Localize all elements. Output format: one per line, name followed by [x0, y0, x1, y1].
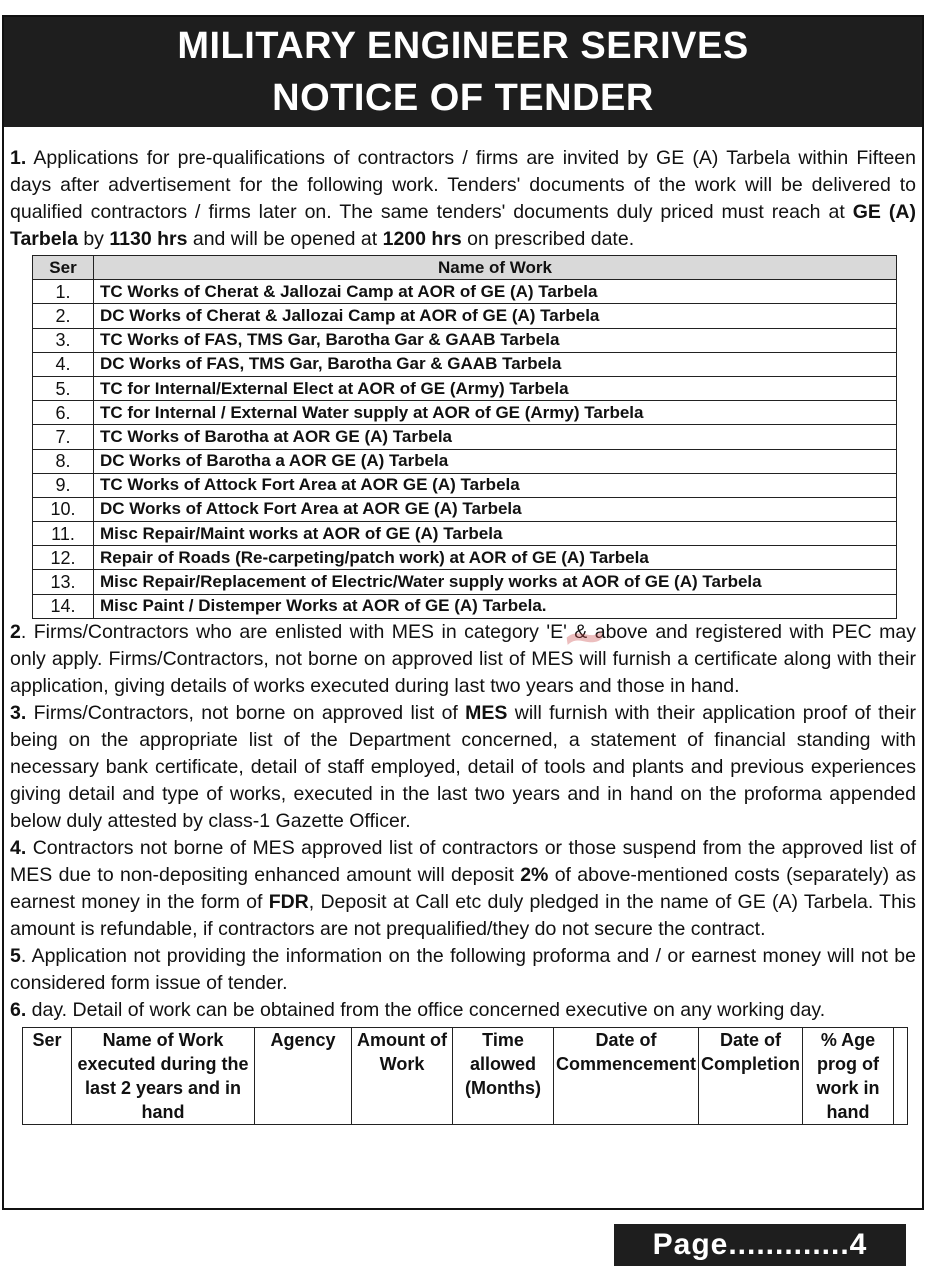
notice-title: NOTICE OF TENDER	[272, 77, 654, 119]
work-name-cell: TC Works of Cherat & Jallozai Camp at AOR of GE (A) Tarbela	[94, 280, 897, 304]
ser-cell: 5.	[33, 376, 94, 400]
proforma-table	[22, 1027, 908, 1125]
paragraph-bold: FDR	[268, 890, 309, 913]
proforma-amount-header: Amount of Work	[352, 1027, 453, 1124]
paragraph-text: . Firms/Contractors who are enlisted with MES in category 'E' & above and registered with PEC may only apply. Firms/Contractors, not borne on approved list of MES will furnish a certificate along with their application, giving details of works executed during last two years and those in hand.	[10, 620, 916, 697]
works-table-row	[33, 376, 897, 400]
paragraph-text: by	[77, 228, 110, 250]
ser-cell: 6.	[33, 401, 94, 425]
paragraph-bold: GE (A) Tarbela	[10, 201, 916, 250]
ser-cell: 2.	[33, 304, 94, 328]
watermark: ~	[558, 595, 611, 679]
proforma-time-header: Time allowed (Months)	[453, 1027, 554, 1124]
paragraph-text: Firms/Contractors, not borne on approved list of	[26, 701, 466, 724]
work-name-cell: DC Works of Cherat & Jallozai Camp at AOR of GE (A) Tarbela	[94, 304, 897, 328]
works-table-row	[33, 352, 897, 376]
paragraph-number: 4.	[10, 836, 27, 859]
tender-notice	[2, 15, 924, 1210]
page-number-label: Page.............4	[614, 1224, 906, 1266]
proforma-progress-header: % Age prog of work in hand	[803, 1027, 894, 1124]
paragraph-bold: MES	[465, 701, 508, 724]
work-name-cell: Repair of Roads (Re-carpeting/patch work) at AOR of GE (A) Tarbela	[94, 546, 897, 570]
works-table-row	[33, 425, 897, 449]
paragraph-number: 1.	[10, 147, 27, 169]
ser-cell: 9.	[33, 473, 94, 497]
paragraph-4	[10, 835, 916, 943]
work-name-cell: Misc Repair/Maint works at AOR of GE (A) Tarbela	[94, 522, 897, 546]
paragraph-bold: 1200 hrs	[382, 228, 462, 250]
work-name-cell: Misc Repair/Replacement of Electric/Water supply works at AOR of GE (A) Tarbela	[94, 570, 897, 594]
work-name-cell: DC Works of Attock Fort Area at AOR GE (A) Tarbela	[94, 497, 897, 521]
paragraph-number: 5	[10, 944, 21, 967]
paragraph-text: will furnish with their application proof of their being on the appropriate list of the Department concerned, a statement of financial standing with necessary bank certificate, detail of staff employed, detail of tools and plants and previous experiences giving detail and type of works, executed in the last two years and in hand on the proforma appended below duly attested by class-1 Gazette Officer.	[10, 701, 916, 832]
works-table-header	[33, 256, 897, 280]
paragraph-3	[10, 700, 916, 835]
paragraph-text: of above-mentioned costs (separately) as earnest money in the form of	[10, 863, 916, 913]
proforma-completion-header: Date of Completion	[699, 1027, 803, 1124]
ser-cell: 14.	[33, 594, 94, 618]
ser-cell: 8.	[33, 449, 94, 473]
organization-title: MILITARY ENGINEER SERIVES	[177, 25, 749, 67]
ser-cell: 10.	[33, 497, 94, 521]
paragraph-5	[10, 943, 916, 997]
work-name-cell: DC Works of Barotha a AOR GE (A) Tarbela	[94, 449, 897, 473]
works-table-row	[33, 546, 897, 570]
paragraph-text: . Application not providing the information on the following proforma and / or earnest money will not be considered form issue of tender.	[10, 944, 916, 994]
work-name-cell: TC Works of Attock Fort Area at AOR GE (A) Tarbela	[94, 473, 897, 497]
works-table-row	[33, 594, 897, 618]
proforma-name-header: Name of Work executed during the last 2 years and in hand	[72, 1027, 255, 1124]
work-name-cell: Misc Paint / Distemper Works at AOR of GE (A) Tarbela.	[94, 594, 897, 618]
ser-cell: 13.	[33, 570, 94, 594]
paragraph-bold: 1130 hrs	[109, 228, 188, 250]
work-name-cell: TC for Internal/External Elect at AOR of GE (Army) Tarbela	[94, 376, 897, 400]
paragraph-text: , Deposit at Call etc duly pledged in the name of GE (A) Tarbela. This amount is refundable, if contractors are not prequalified/they do not secure the contract.	[10, 890, 916, 940]
works-table-row	[33, 570, 897, 594]
works-table-row	[33, 522, 897, 546]
works-table-row	[33, 449, 897, 473]
works-table	[32, 255, 897, 619]
proforma-agency-header: Agency	[255, 1027, 352, 1124]
ser-cell: 3.	[33, 328, 94, 352]
ser-column-header: Ser	[33, 256, 94, 280]
proforma-ser-header: Ser	[23, 1027, 72, 1124]
works-table-row	[33, 401, 897, 425]
proforma-commencement-header: Date of Commencement	[554, 1027, 699, 1124]
paragraph-2	[10, 619, 916, 700]
work-name-cell: TC Works of FAS, TMS Gar, Barotha Gar & GAAB Tarbela	[94, 328, 897, 352]
works-table-body	[33, 280, 897, 619]
ser-cell: 4.	[33, 352, 94, 376]
paragraph-text: Contractors not borne of MES approved list of contractors or those suspend from the approved list of MES due to non-depositing enhanced amount will deposit	[10, 836, 916, 886]
paragraph-text: on prescribed date.	[461, 228, 635, 250]
notice-header	[4, 17, 922, 127]
ser-cell: 11.	[33, 522, 94, 546]
paragraph-1	[10, 145, 916, 253]
paragraph-6	[10, 997, 916, 1024]
works-table-row	[33, 497, 897, 521]
works-table-row	[33, 304, 897, 328]
paragraph-bold: 2%	[520, 863, 549, 886]
paragraph-text: day. Detail of work can be obtained from the office concerned executive on any working day.	[26, 998, 826, 1021]
work-name-cell: TC for Internal / External Water supply at AOR of GE (Army) Tarbela	[94, 401, 897, 425]
paragraph-number: 2	[10, 620, 21, 643]
works-table-row	[33, 280, 897, 304]
work-name-cell: DC Works of FAS, TMS Gar, Barotha Gar & GAAB Tarbela	[94, 352, 897, 376]
paragraph-text: and will be opened at	[187, 228, 383, 250]
works-table-row	[33, 473, 897, 497]
proforma-blank-header	[894, 1027, 908, 1124]
works-table-row	[33, 328, 897, 352]
paragraph-text: Applications for pre-qualifications of contractors / firms are invited by GE (A) Tarbela within Fifteen days after advertisement for the following work. Tenders' documents of the work will be delivered to qualified contractors / firms later on. The same tenders' documents duly priced must reach at	[10, 147, 916, 223]
name-of-work-column-header: Name of Work	[94, 256, 897, 280]
paragraph-number: 6.	[10, 998, 27, 1021]
ser-cell: 12.	[33, 546, 94, 570]
ser-cell: 1.	[33, 280, 94, 304]
ser-cell: 7.	[33, 425, 94, 449]
paragraph-number: 3.	[10, 701, 27, 724]
work-name-cell: TC Works of Barotha at AOR GE (A) Tarbela	[94, 425, 897, 449]
proforma-header-row	[23, 1027, 908, 1124]
